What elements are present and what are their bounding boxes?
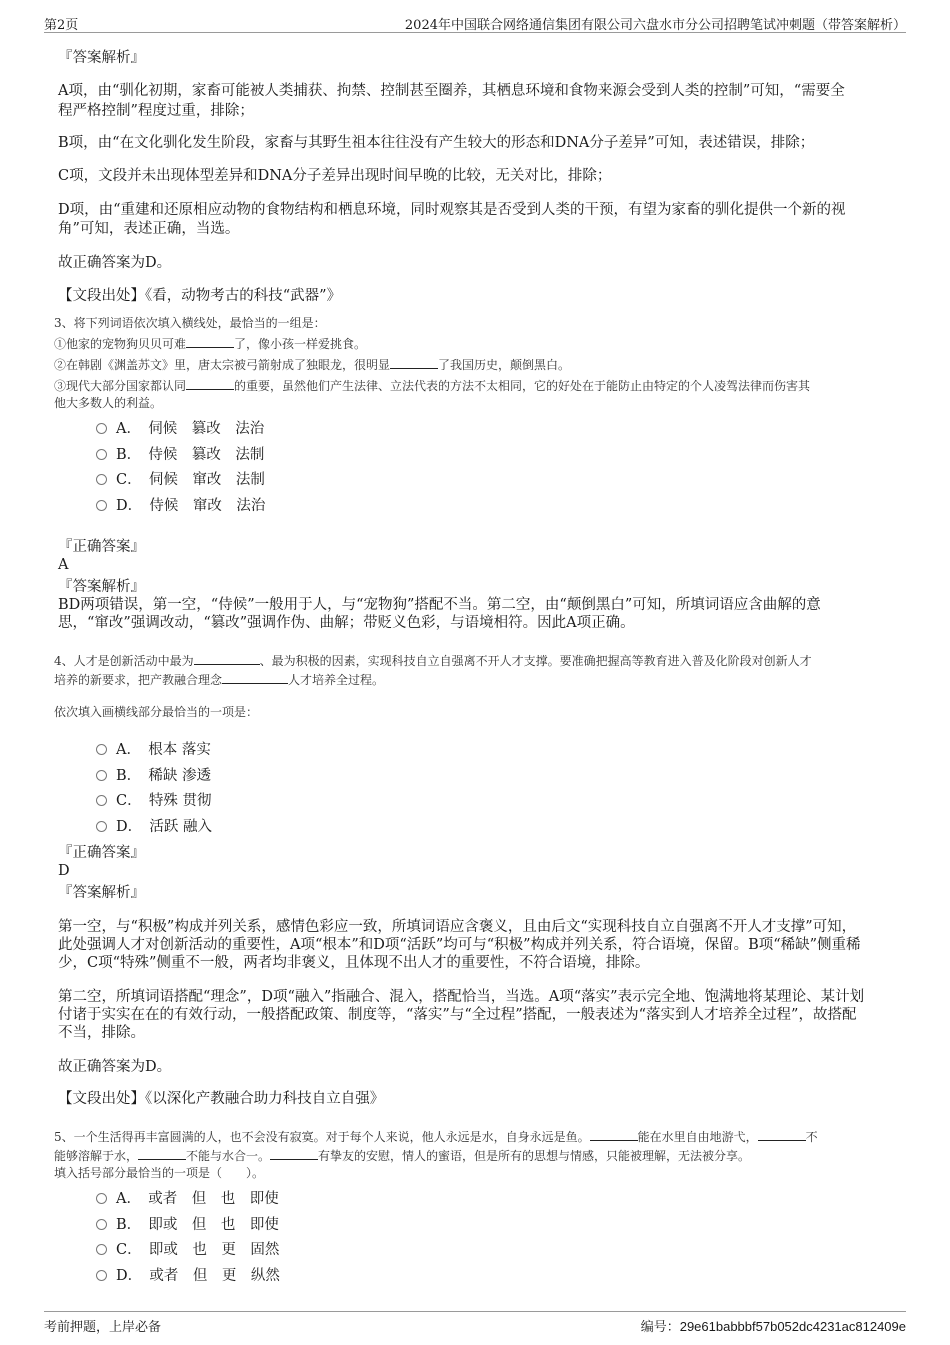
radio-icon[interactable] bbox=[96, 1270, 107, 1281]
q4-stem-line2: 培养的新要求，把产教融合理念 人才培养全过程。 bbox=[54, 669, 384, 689]
radio-icon[interactable] bbox=[96, 821, 107, 832]
radio-icon[interactable] bbox=[96, 770, 107, 781]
analysis-a-line1: A项，由“驯化初期，家畜可能被人类捕获、拘禁、控制甚至圈养，其栖息环境和食物来源会受到人类的控制”可知，“需要全 bbox=[58, 83, 845, 99]
q4-option-d[interactable]: D． 活跃 融入 bbox=[96, 815, 212, 836]
q5-stem-line2: 能够溶解于水， 不能与水合一。 有挚友的安慰，情人的蜜语，但是所有的思想与情感，只能被理解，无法被分享。 bbox=[54, 1145, 750, 1165]
footer-slogan: 考前押题，上岸必备 bbox=[44, 1320, 162, 1335]
q4-option-a[interactable]: A． 根本 落实 bbox=[96, 738, 211, 759]
q4-para2-line2: 付诸于实实在在的有效行动，一般搭配政策、制度等，“落实”与“全过程”搭配，一般表述为“落实到人才培养全过程”，故搭配 bbox=[58, 1007, 857, 1023]
document-title: 2024年中国联合网络通信集团有限公司六盘水市分公司招聘笔试冲刺题（带答案解析） bbox=[404, 18, 906, 33]
page-footer bbox=[44, 1311, 906, 1336]
analysis-a-line2: 程严格控制”程度过重，排除； bbox=[58, 103, 254, 119]
q5-stem-line1: 5、一个生活得再丰富圆满的人，也不会没有寂寞。对于每个人来说，他人永远是水，自身永远是鱼。 能在水里自由地游弋， 不 bbox=[54, 1126, 818, 1146]
radio-icon[interactable] bbox=[96, 449, 107, 460]
page-number: 第2页 bbox=[44, 18, 79, 33]
analysis-label: 『答案解析』 bbox=[58, 50, 145, 66]
blank bbox=[194, 650, 260, 665]
blank bbox=[590, 1126, 638, 1141]
page-header bbox=[44, 12, 906, 33]
radio-icon[interactable] bbox=[96, 423, 107, 434]
q3-analysis-label: 『答案解析』 bbox=[58, 579, 145, 595]
blank bbox=[186, 375, 234, 390]
q4-option-c[interactable]: C． 特殊 贯彻 bbox=[96, 789, 211, 810]
radio-icon[interactable] bbox=[96, 1193, 107, 1204]
blank bbox=[186, 333, 234, 348]
blank bbox=[758, 1126, 806, 1141]
source-text: 【文段出处】《看，动物考古的科技“武器”》 bbox=[58, 288, 342, 304]
q4-source-text: 【文段出处】《以深化产教融合助力科技自立自强》 bbox=[58, 1091, 385, 1107]
q4-correct-label: 『正确答案』 bbox=[58, 845, 145, 861]
q3-sentence-2: ②在韩剧《渊盖苏文》里，唐太宗被弓箭射成了独眼龙，很明显 了我国历史，颠倒黑白。 bbox=[54, 354, 570, 374]
q3-sentence-3: ③现代大部分国家都认同 的重要，虽然他们产生法律、立法代表的方法不太相同，它的好处在于能防止由特定的个人凌驾法律而伤害其 bbox=[54, 375, 810, 395]
radio-icon[interactable] bbox=[96, 744, 107, 755]
radio-icon[interactable] bbox=[96, 1219, 107, 1230]
radio-icon[interactable] bbox=[96, 474, 107, 485]
analysis-d-line1: D项，由“重建和还原相应动物的食物结构和栖息环境，同时观察其是否受到人类的干预，有望为家畜的驯化提供一个新的视 bbox=[58, 202, 846, 218]
q4-answer-text: 故正确答案为D。 bbox=[58, 1059, 172, 1075]
q4-analysis-label: 『答案解析』 bbox=[58, 885, 145, 901]
q4-para1-line1: 第一空，与“积极”构成并列关系，感情色彩应一致，所填词语应含褒义，且由后文“实现科技自立自强离不开人才支撑”可知， bbox=[58, 919, 857, 935]
q3-option-d[interactable]: D． 侍候 窜改 法治 bbox=[96, 494, 265, 515]
q5-option-c[interactable]: C． 即或 也 更 固然 bbox=[96, 1238, 279, 1259]
q3-option-b[interactable]: B． 侍候 篡改 法制 bbox=[96, 443, 264, 464]
q3-analysis-line1: BD两项错误，第一空，“侍候”一般用于人，与“宠物狗”搭配不当。第二空，由“颠倒黑白”可知，所填词语应含曲解的意 bbox=[58, 597, 821, 613]
q4-para1-line2: 此处强调人才对创新活动的重要性，A项“根本”和D项“活跃”均可与“积极”构成并列关系，符合语境，保留。B项“稀缺”侧重稀 bbox=[58, 937, 861, 953]
q5-option-b[interactable]: B． 即或 但 也 即使 bbox=[96, 1213, 279, 1234]
answer-text: 故正确答案为D。 bbox=[58, 255, 172, 271]
q5-option-a[interactable]: A． 或者 但 也 即使 bbox=[96, 1187, 279, 1208]
q4-stem-line1: 4、人才是创新活动中最为 、最为积极的因素，实现科技自立自强离不开人才支撑。要准确把握高等教育进入普及化阶段对创新人才 bbox=[54, 650, 812, 670]
q4-correct-answer: D bbox=[58, 863, 70, 879]
q3-sentence-3-cont: 他大多数人的利益。 bbox=[54, 396, 163, 410]
q3-sentence-1: ①他家的宠物狗贝贝可难 了，像小孩一样爱挑食。 bbox=[54, 333, 366, 353]
q4-para2-line1: 第二空，所填词语搭配“理念”，D项“融入”指融合、混入，搭配恰当，当选。A项“落实”表示完全地、饱满地将某理论、某计划 bbox=[58, 989, 865, 1005]
blank bbox=[138, 1145, 186, 1160]
blank bbox=[390, 354, 438, 369]
radio-icon[interactable] bbox=[96, 1244, 107, 1255]
q5-option-d[interactable]: D． 或者 但 更 纵然 bbox=[96, 1264, 280, 1285]
q4-prompt: 依次填入画横线部分最恰当的一项是： bbox=[54, 705, 259, 719]
blank bbox=[222, 669, 288, 684]
q4-para1-line3: 少，C项“特殊”侧重不一般，两者均非褒义，且体现不出人才的重要性，不符合语境，排除。 bbox=[58, 955, 650, 971]
blank bbox=[270, 1145, 318, 1160]
analysis-c: C项，文段并未出现体型差异和DNA分子差异出现时间早晚的比较，无关对比，排除； bbox=[58, 168, 612, 184]
q3-correct-label: 『正确答案』 bbox=[58, 539, 145, 555]
q3-correct-answer: A bbox=[58, 557, 69, 573]
q3-analysis-line2: 思，“窜改”强调改动，“篡改”强调作伪、曲解；带贬义色彩，与语境相符。因此A项正确。 bbox=[58, 615, 635, 631]
q5-prompt: 填入括号部分最恰当的一项是（ ）。 bbox=[54, 1166, 265, 1180]
q3-option-a[interactable]: A． 伺候 篡改 法治 bbox=[96, 417, 264, 438]
q3-option-c[interactable]: C． 伺候 窜改 法制 bbox=[96, 468, 265, 489]
analysis-b: B项，由“在文化驯化发生阶段，家畜与其野生祖本往往没有产生较大的形态和DNA分子差异”可知，表述错误，排除； bbox=[58, 135, 815, 151]
document-code: 编号：29e61babbbf57b052dc4231ac812409e bbox=[640, 1319, 906, 1335]
analysis-d-line2: 角”可知，表述正确，当选。 bbox=[58, 221, 240, 237]
radio-icon[interactable] bbox=[96, 500, 107, 511]
q4-para2-line3: 不当，排除。 bbox=[58, 1025, 145, 1041]
q3-stem: 3、将下列词语依次填入横线处，最恰当的一组是： bbox=[54, 316, 326, 330]
q4-option-b[interactable]: B． 稀缺 渗透 bbox=[96, 764, 211, 785]
radio-icon[interactable] bbox=[96, 795, 107, 806]
